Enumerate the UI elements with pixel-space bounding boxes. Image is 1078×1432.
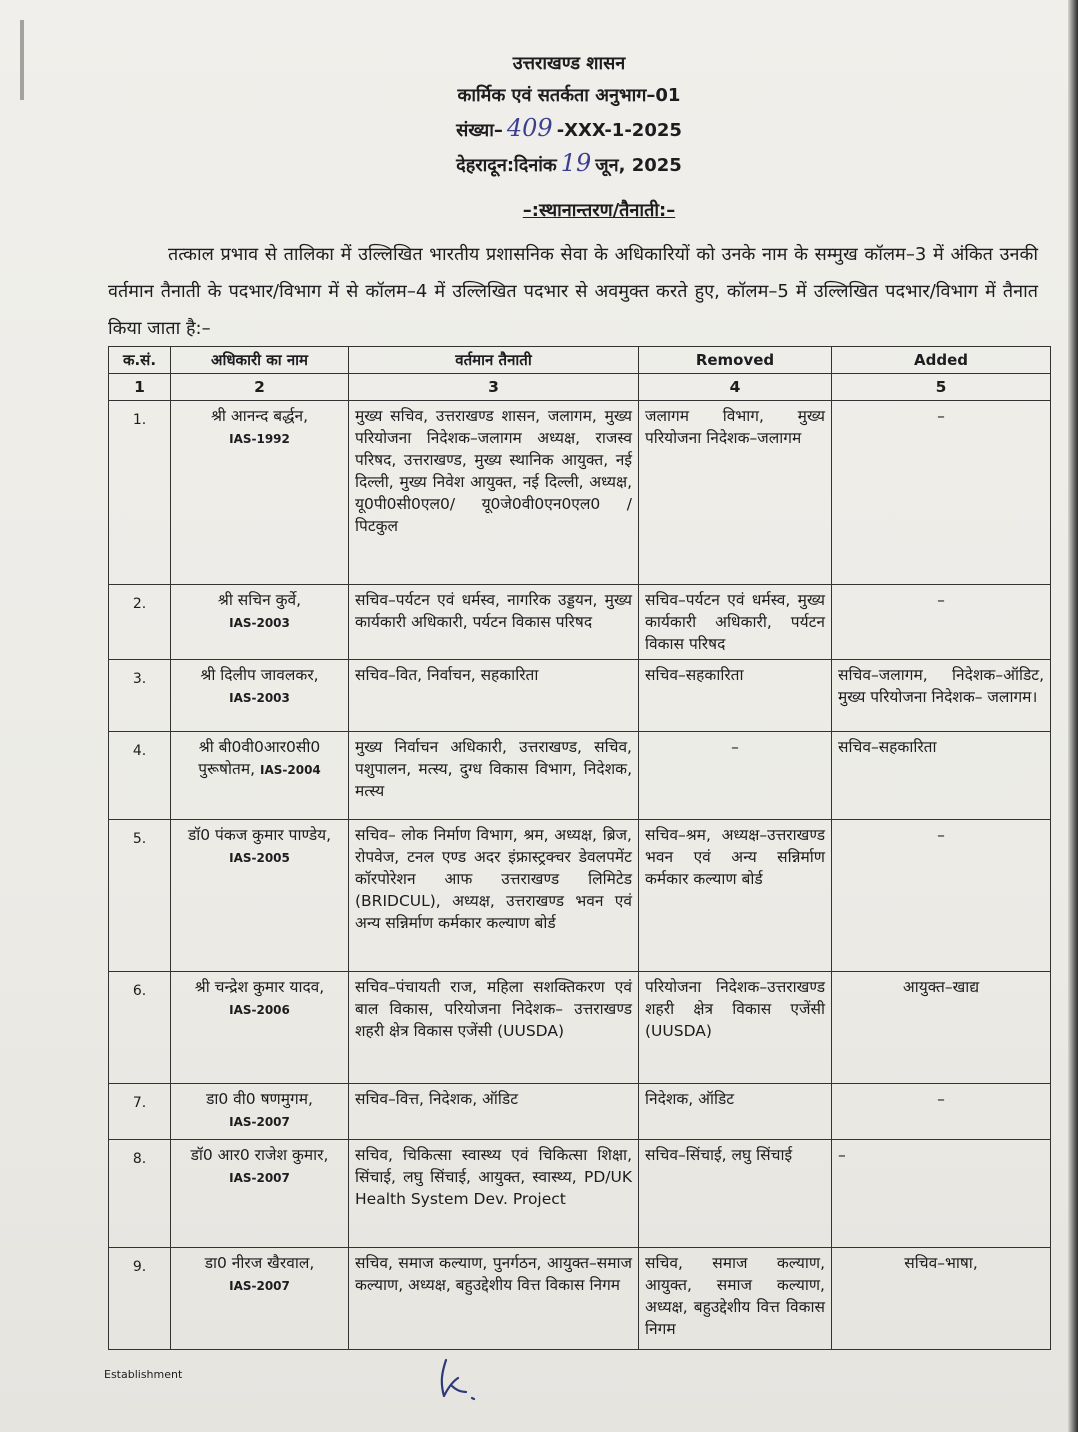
officer-cell xyxy=(171,1140,349,1248)
removed-cell: सचिव–सिंचाई, लघु सिंचाई xyxy=(639,1140,832,1248)
officer-service: IAS-2003 xyxy=(229,691,290,705)
added-cell: सचिव–भाषा, xyxy=(832,1248,1051,1350)
officer-name: श्री आनन्द बर्द्धन, xyxy=(210,407,309,425)
officer-name: डॉ0 पंकज कुमार पाण्डेय, xyxy=(187,826,332,844)
table-row xyxy=(109,972,1051,1084)
officer-cell xyxy=(171,820,349,972)
officer-cell xyxy=(171,1084,349,1140)
officer-service: IAS-2006 xyxy=(229,1003,290,1017)
officer-name: श्री दिलीप जावलकर, xyxy=(200,666,319,684)
establishment-label: Establishment xyxy=(104,1368,183,1381)
table-row xyxy=(109,732,1051,820)
officer-cell xyxy=(171,1248,349,1350)
removed-cell: सचिव–श्रम, अध्यक्ष–उत्तराखण्ड भवन एवं अन्य सन्निर्माण कर्मकार कल्याण बोर्ड xyxy=(639,820,832,972)
officer-cell xyxy=(171,732,349,820)
serial-cell: 9. xyxy=(109,1248,171,1350)
header-officer-name: अधिकारी का नाम xyxy=(171,347,349,374)
officer-cell xyxy=(171,660,349,732)
table-row xyxy=(109,1084,1051,1140)
added-cell: – xyxy=(832,401,1051,585)
serial-cell: 3. xyxy=(109,660,171,732)
department-section: कार्मिक एवं सतर्कता अनुभाग–01 xyxy=(457,85,681,106)
header-removed: Removed xyxy=(639,347,832,374)
order-number-suffix: -XXX-1-2025 xyxy=(556,120,682,141)
officer-service: IAS-2004 xyxy=(260,763,321,777)
column-number: 4 xyxy=(639,374,832,401)
scan-edge xyxy=(1068,0,1078,1432)
column-number: 2 xyxy=(171,374,349,401)
header-added: Added xyxy=(832,347,1051,374)
table-row xyxy=(109,820,1051,972)
officer-name: डा0 वी0 षणमुगम, xyxy=(206,1090,313,1108)
table-row xyxy=(109,1140,1051,1248)
officer-service: IAS-2007 xyxy=(229,1115,290,1129)
officer-service: IAS-2007 xyxy=(229,1279,290,1293)
transfer-table xyxy=(108,346,1051,1350)
order-paragraph-text: तत्काल प्रभाव से तालिका में उल्लिखित भारतीय प्रशासनिक सेवा के अधिकारियों को उनके नाम के सम्मुख कॉलम–3 में अंकित उनकी वर्तमान तैनाती के पदभार/विभाग में से कॉलम–4 में उल्लिखित पदभार से अवमुक्त करते हुए, कॉलम–5 में उल्लिखित पदभार/विभाग में तैनात किया जाता है:– xyxy=(108,244,1038,339)
removed-cell: परियोजना निदेशक–उत्तराखण्ड शहरी क्षेत्र विकास एजेंसी (UUSDA) xyxy=(639,972,832,1084)
column-number: 3 xyxy=(349,374,639,401)
header-serial: क.सं. xyxy=(109,347,171,374)
table-row xyxy=(109,585,1051,660)
order-paragraph xyxy=(108,236,1038,347)
added-cell: सचिव–सहकारिता xyxy=(832,732,1051,820)
order-number-prefix: संख्या– xyxy=(456,120,503,141)
column-number: 5 xyxy=(832,374,1051,401)
order-number xyxy=(60,112,1078,147)
removed-cell: जलागम विभाग, मुख्य परियोजना निदेशक–जलागम xyxy=(639,401,832,585)
officer-name: श्री सचिन कुर्वे, xyxy=(217,591,302,609)
current-posting-cell: मुख्य सचिव, उत्तराखण्ड शासन, जलागम, मुख्य परियोजना निदेशक–जलागम अध्यक्ष, राजस्व परिषद, उत्तराखण्ड, मुख्य स्थानिक आयुक्त, नई दिल्ली, मुख्य निवेश आयुक्त, नई दिल्ली, अध्यक्ष, यू0पी0सी0एल0/ यू0जे0वी0एन0एल0 / पिटकुल xyxy=(349,401,639,585)
serial-cell: 1. xyxy=(109,401,171,585)
officer-service: IAS-2007 xyxy=(229,1171,290,1185)
added-cell: – xyxy=(832,585,1051,660)
current-posting-cell: सचिव–वित, निर्वाचन, सहकारिता xyxy=(349,660,639,732)
subject-heading xyxy=(60,198,1078,222)
current-posting-cell: सचिव–पर्यटन एवं धर्मस्व, नागरिक उड्डयन, मुख्य कार्यकारी अधिकारी, पर्यटन विकास परिषद xyxy=(349,585,639,660)
officer-name: डा0 नीरज खैरवाल, xyxy=(204,1254,315,1272)
table-row xyxy=(109,1248,1051,1350)
current-posting-cell: सचिव–पंचायती राज, महिला सशक्तिकरण एवं बाल विकास, परियोजना निदेशक– उत्तराखण्ड शहरी क्षेत्र विकास एजेंसी (UUSDA) xyxy=(349,972,639,1084)
letterhead xyxy=(0,48,1078,182)
officer-cell xyxy=(171,585,349,660)
table-header-row xyxy=(109,347,1051,374)
added-cell: – xyxy=(832,1140,1051,1248)
added-cell: सचिव–जलागम, निदेशक–ऑडिट, मुख्य परियोजना निदेशक– जलागम। xyxy=(832,660,1051,732)
removed-cell: सचिव–पर्यटन एवं धर्मस्व, मुख्य कार्यकारी अधिकारी, पर्यटन विकास परिषद xyxy=(639,585,832,660)
officer-service: IAS-2005 xyxy=(229,851,290,865)
officer-name: श्री बी0वी0आर0सी0 पुरूषोतम, xyxy=(198,738,321,778)
signature-initials xyxy=(432,1352,492,1412)
order-date-prefix: देहरादून:दिनांक xyxy=(456,155,557,176)
serial-cell: 4. xyxy=(109,732,171,820)
order-number-handwritten: 409 xyxy=(506,114,553,142)
removed-cell: निदेशक, ऑडिट xyxy=(639,1084,832,1140)
column-number-row xyxy=(109,374,1051,401)
column-number: 1 xyxy=(109,374,171,401)
serial-cell: 7. xyxy=(109,1084,171,1140)
removed-cell: सचिव–सहकारिता xyxy=(639,660,832,732)
subject-text: –:स्थानान्तरण/तैनाती:– xyxy=(522,200,676,221)
order-date xyxy=(60,147,1078,182)
added-cell: आयुक्त–खाद्य xyxy=(832,972,1051,1084)
order-date-handwritten: 19 xyxy=(560,149,592,177)
serial-cell: 6. xyxy=(109,972,171,1084)
officer-service: IAS-1992 xyxy=(229,432,290,446)
officer-service: IAS-2003 xyxy=(229,616,290,630)
officer-cell xyxy=(171,972,349,1084)
table-row xyxy=(109,660,1051,732)
order-date-suffix: जून, 2025 xyxy=(595,155,682,176)
added-cell: – xyxy=(832,1084,1051,1140)
current-posting-cell: सचिव, चिकित्सा स्वास्थ्य एवं चिकित्सा शिक्षा, सिंचाई, लघु सिंचाई, आयुक्त, स्वास्थ्य, PD/UK Health System Dev. Project xyxy=(349,1140,639,1248)
table-row xyxy=(109,401,1051,585)
current-posting-cell: सचिव–वित्त, निदेशक, ऑडिट xyxy=(349,1084,639,1140)
officer-name: डॉ0 आर0 राजेश कुमार, xyxy=(190,1146,329,1164)
added-cell: – xyxy=(832,820,1051,972)
current-posting-cell: सचिव– लोक निर्माण विभाग, श्रम, अध्यक्ष, ब्रिज, रोपवेज, टनल एण्ड अदर इंफ्रास्ट्रक्चर डेवलपमेंट कॉरपोरेशन आफ उत्तराखण्ड लिमिटेड (BRIDCUL), अध्यक्ष, उत्तराखण्ड भवन एवं अन्य सन्निर्माण कर्मकार कल्याण बोर्ड xyxy=(349,820,639,972)
serial-cell: 8. xyxy=(109,1140,171,1248)
current-posting-cell: मुख्य निर्वाचन अधिकारी, उत्तराखण्ड, सचिव, पशुपालन, मत्स्य, दुग्ध विकास विभाग, निदेशक, मत्स्य xyxy=(349,732,639,820)
removed-cell: सचिव, समाज कल्याण, आयुक्त, समाज कल्याण, अध्यक्ष, बहुउद्देशीय वित्त विकास निगम xyxy=(639,1248,832,1350)
header-current-posting: वर्तमान तैनाती xyxy=(349,347,639,374)
removed-cell: – xyxy=(639,732,832,820)
officer-name: श्री चन्द्रेश कुमार यादव, xyxy=(194,978,325,996)
serial-cell: 5. xyxy=(109,820,171,972)
serial-cell: 2. xyxy=(109,585,171,660)
current-posting-cell: सचिव, समाज कल्याण, पुनर्गठन, आयुक्त–समाज कल्याण, अध्यक्ष, बहुउद्देशीय वित्त विकास निगम xyxy=(349,1248,639,1350)
government-name: उत्तराखण्ड शासन xyxy=(512,53,626,74)
officer-cell xyxy=(171,401,349,585)
